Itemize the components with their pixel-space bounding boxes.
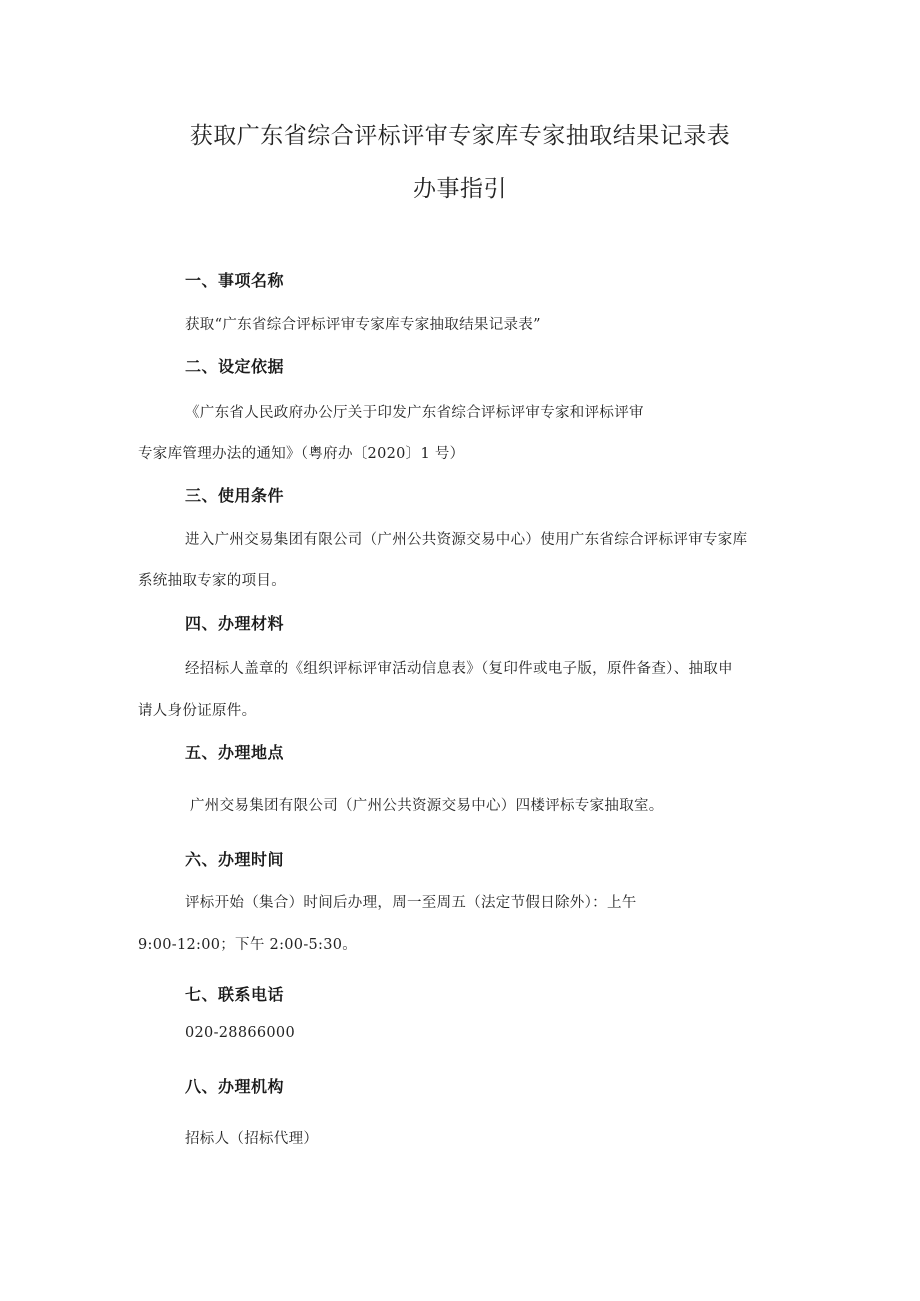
section-text-hours-line2: 9:00-12:00；下午 2:00-5:30。 bbox=[138, 937, 358, 953]
section-heading-agency: 八、办理机构 bbox=[185, 1077, 285, 1096]
section-heading-hours: 六、办理时间 bbox=[185, 850, 285, 869]
section-text-legal-basis-line1: 《广东省人民政府办公厅关于印发广东省综合评标评审专家和评标评审 bbox=[185, 405, 644, 421]
section-text-hours-line1: 评标开始（集合）时间后办理，周一至周五（法定节假日除外）：上午 bbox=[185, 895, 637, 911]
section-text-materials-line1: 经招标人盖章的《组织评标评审活动信息表》（复印件或电子版，原件备查）、抽取申 bbox=[185, 661, 733, 677]
section-text-location: 广州交易集团有限公司（广州公共资源交易中心）四楼评标专家抽取室。 bbox=[190, 798, 664, 814]
section-text-agency: 招标人（招标代理） bbox=[185, 1131, 319, 1147]
section-text-legal-basis-line2: 专家库管理办法的通知》（粤府办〔2020〕1 号） bbox=[138, 446, 465, 462]
section-text-materials-line2: 请人身份证原件。 bbox=[138, 703, 257, 719]
section-text-conditions-line1: 进入广州交易集团有限公司（广州公共资源交易中心）使用广东省综合评标评审专家库 bbox=[185, 532, 748, 548]
section-heading-item-name: 一、事项名称 bbox=[185, 271, 285, 290]
section-heading-contact: 七、联系电话 bbox=[185, 985, 285, 1004]
section-heading-location: 五、办理地点 bbox=[185, 743, 285, 762]
document-title: 获取广东省综合评标评审专家库专家抽取结果记录表 bbox=[189, 123, 731, 149]
section-heading-materials: 四、办理材料 bbox=[185, 614, 285, 633]
section-text-item-name: 获取“广东省综合评标评审专家库专家抽取结果记录表” bbox=[185, 317, 541, 333]
contact-phone: 020-28866000 bbox=[185, 1025, 295, 1041]
section-text-conditions-line2: 系统抽取专家的项目。 bbox=[138, 573, 286, 589]
document-subtitle: 办事指引 bbox=[413, 176, 507, 202]
section-heading-legal-basis: 二、设定依据 bbox=[185, 357, 285, 376]
section-heading-conditions: 三、使用条件 bbox=[185, 486, 285, 505]
